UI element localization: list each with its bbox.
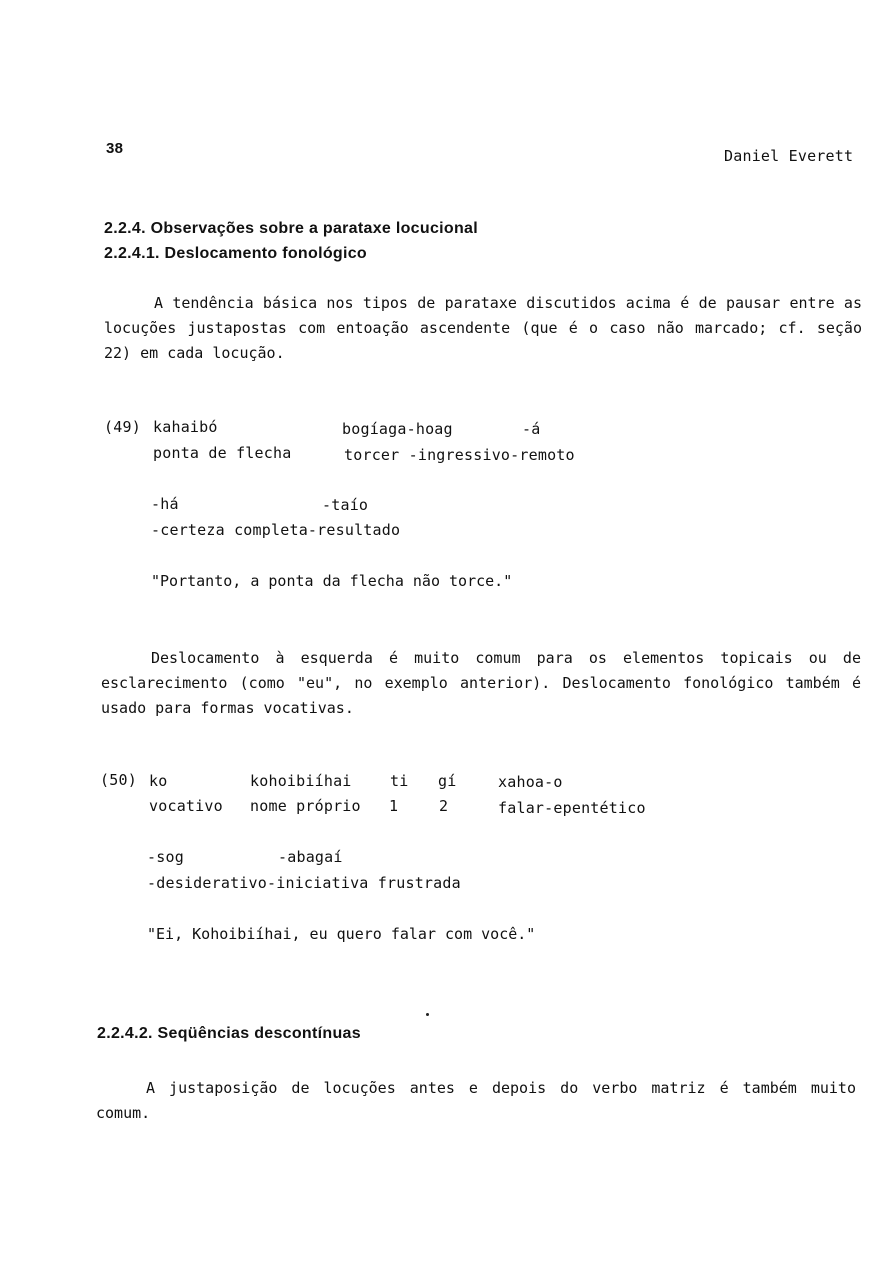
- section-heading-2-2-4: 2.2.4. Observações sobre a parataxe locucional: [104, 220, 478, 237]
- subsection-heading-2-2-4-1: 2.2.4.1. Deslocamento fonológico: [104, 245, 367, 262]
- stray-dot: [426, 1013, 429, 1016]
- example-50-word: -abagaí: [278, 848, 343, 866]
- example-49-word: -taío: [322, 496, 369, 514]
- example-49-word: -á: [522, 420, 541, 438]
- example-49-gloss: torcer -ingressivo-remoto: [344, 446, 575, 464]
- example-49-translation: "Portanto, a ponta da flecha não torce.": [151, 572, 513, 590]
- example-50-gloss: falar-epentético: [498, 799, 646, 817]
- example-49-number: (49): [104, 418, 141, 436]
- subsection-heading-2-2-4-2: 2.2.4.2. Seqüências descontínuas: [97, 1025, 361, 1042]
- page-number: 38: [106, 140, 124, 157]
- example-50-gloss: 2: [439, 797, 449, 815]
- paragraph-left-dislocation: Deslocamento à esquerda é muito comum para os elementos topicais ou de esclarecimento (como "eu", no exemplo anterior). Deslocamento fonológico também é usado para formas vocativas.: [101, 649, 861, 717]
- example-49-word: bogíaga-hoag: [342, 420, 453, 438]
- example-50-gloss: -desiderativo-iniciativa frustrada: [147, 874, 461, 892]
- example-50-word: ko: [149, 772, 168, 790]
- paragraph-intro: A tendência básica nos tipos de parataxe discutidos acima é de pausar entre as locuções justapostas com entoação ascendente (que é o caso não marcado; cf. seção 22) em cada locução.: [104, 294, 862, 362]
- example-49-word: kahaibó: [153, 418, 218, 436]
- running-header-author: Daniel Everett: [724, 147, 854, 165]
- example-50-word: ti: [390, 772, 409, 790]
- example-49-gloss: ponta de flecha: [153, 444, 292, 462]
- example-49-gloss: -certeza completa-resultado: [151, 521, 401, 539]
- example-50-number: (50): [100, 771, 137, 789]
- example-50-word: gí: [438, 772, 457, 790]
- example-50-gloss: nome próprio: [250, 797, 361, 815]
- example-50-word: xahoa-o: [498, 773, 563, 791]
- example-50-gloss: 1: [389, 797, 399, 815]
- example-50-word: -sog: [147, 848, 184, 866]
- example-50-translation: "Ei, Kohoibiíhai, eu quero falar com você.": [147, 925, 536, 943]
- example-50-gloss: vocativo: [149, 797, 223, 815]
- example-49-word: -há: [151, 495, 179, 513]
- example-50-word: kohoibiíhai: [250, 772, 352, 790]
- paragraph-discontinuous: A justaposição de locuções antes e depois do verbo matriz é também muito comum.: [96, 1079, 856, 1122]
